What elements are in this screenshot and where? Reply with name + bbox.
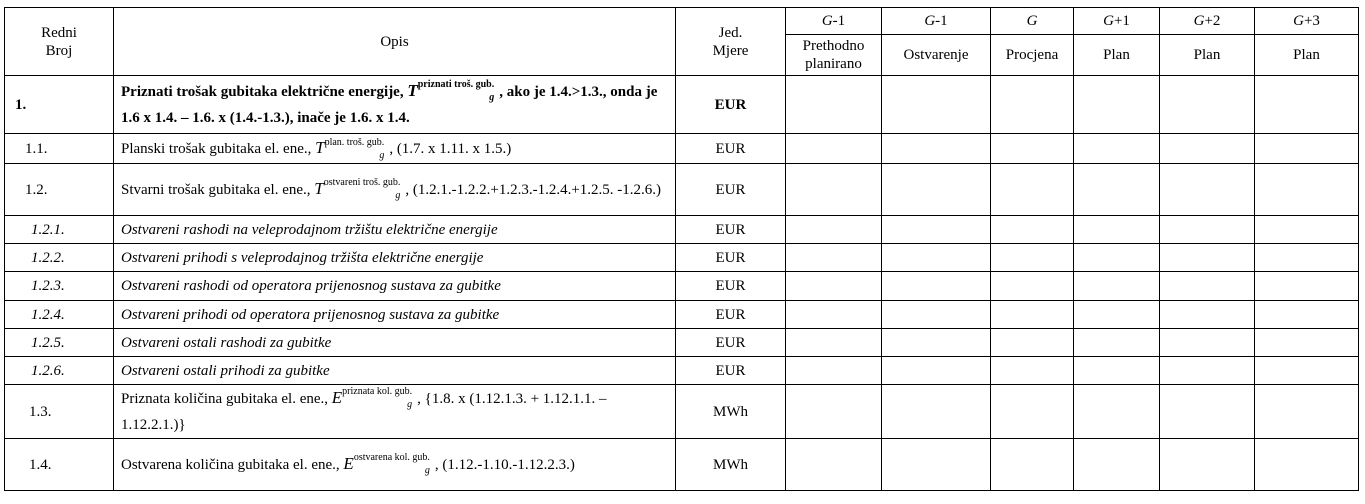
row-description: Ostvareni ostali prihodi za gubitke (114, 357, 676, 385)
row-description: Ostvareni prihodi s veleprodajnog tržišta električne energije (114, 244, 676, 272)
table-row (5, 385, 1359, 439)
header-period-3: G (991, 8, 1074, 35)
cost-table (4, 7, 1359, 491)
table-row (5, 357, 1359, 385)
row-description: Priznati trošak gubitaka električne energije, $T^{priznati troš. gub.}_g$ , ako je 1.4.>1.3., onda je 1.6 x 1.4. – 1.6. x (1.4.-1.3.), inače je 1.6. x 1.4. (114, 76, 676, 134)
row-number: 1. (5, 76, 114, 134)
row-description: Ostvareni rashodi na veleprodajnom tržištu električne energije (114, 216, 676, 244)
table-row (5, 164, 1359, 216)
row-number: 1.2.4. (5, 301, 114, 329)
table-row (5, 272, 1359, 301)
row-number: 1.2.5. (5, 329, 114, 357)
header-label-6: Plan (1255, 35, 1359, 76)
formula-symbol: $T^{priznati troš. gub.}_g$ (407, 79, 495, 104)
header-period-6: G+3 (1255, 8, 1359, 35)
row-description: Ostvarena količina gubitaka el. ene., $E^{ostvarena kol. gub.}_g$ , (1.12.-1.10.-1.12.2.3.) (114, 439, 676, 491)
row-unit: EUR (676, 329, 786, 357)
table-row (5, 76, 1359, 134)
table-row (5, 439, 1359, 491)
row-unit: EUR (676, 134, 786, 164)
row-description: Planski trošak gubitaka el. ene., $T^{plan. troš. gub.}_g$ , (1.7. x 1.11. x 1.5.) (114, 134, 676, 164)
header-label-4: Plan (1074, 35, 1160, 76)
formula-symbol: $T^{plan. troš. gub.}_g$ (315, 136, 385, 161)
row-description: Ostvareni ostali rashodi za gubitke (114, 329, 676, 357)
row-number: 1.4. (5, 439, 114, 491)
row-unit: EUR (676, 244, 786, 272)
header-redni-broj: Redni Broj (5, 8, 114, 76)
row-unit: EUR (676, 76, 786, 134)
header-label-3: Procjena (991, 35, 1074, 76)
row-number: 1.2.6. (5, 357, 114, 385)
table-row (5, 216, 1359, 244)
row-number: 1.1. (5, 134, 114, 164)
row-unit: EUR (676, 164, 786, 216)
row-unit: EUR (676, 357, 786, 385)
row-unit: MWh (676, 385, 786, 439)
formula-symbol: $E^{priznata kol. gub.}_g$ (331, 386, 413, 411)
row-description: Ostvareni prihodi od operatora prijenosnog sustava za gubitke (114, 301, 676, 329)
table-row (5, 244, 1359, 272)
table-row (5, 329, 1359, 357)
table-row (5, 301, 1359, 329)
header-period-1: G-1 (786, 8, 882, 35)
row-number: 1.2.1. (5, 216, 114, 244)
table-row (5, 134, 1359, 164)
row-description: Priznata količina gubitaka el. ene., $E^{priznata kol. gub.}_g$ , {1.8. x (1.12.1.3. + 1.12.1.1. – 1.12.2.1.)} (114, 385, 676, 439)
row-description: Ostvareni rashodi od operatora prijenosnog sustava za gubitke (114, 272, 676, 301)
header-period-5: G+2 (1160, 8, 1255, 35)
header-label-1: Prethodno planirano (786, 35, 882, 76)
header-period-4: G+1 (1074, 8, 1160, 35)
row-number: 1.3. (5, 385, 114, 439)
header-label-2: Ostvarenje (882, 35, 991, 76)
row-number: 1.2.2. (5, 244, 114, 272)
header-opis: Opis (114, 8, 676, 76)
formula-symbol: $E^{ostvarena kol. gub.}_g$ (343, 452, 430, 477)
row-unit: EUR (676, 216, 786, 244)
row-unit: EUR (676, 301, 786, 329)
row-description: Stvarni trošak gubitaka el. ene., $T^{ostvareni troš. gub.}_g$ , (1.2.1.-1.2.2.+1.2.3.-1.2.4.+1.2.5. -1.2.6.) (114, 164, 676, 216)
header-period-2: G-1 (882, 8, 991, 35)
row-unit: EUR (676, 272, 786, 301)
row-number: 1.2.3. (5, 272, 114, 301)
formula-symbol: $T^{ostvareni troš. gub.}_g$ (314, 177, 401, 202)
row-unit: MWh (676, 439, 786, 491)
header-label-5: Plan (1160, 35, 1255, 76)
header-jed-mjere: Jed. Mjere (676, 8, 786, 76)
header-row-periods (5, 8, 1359, 35)
row-number: 1.2. (5, 164, 114, 216)
